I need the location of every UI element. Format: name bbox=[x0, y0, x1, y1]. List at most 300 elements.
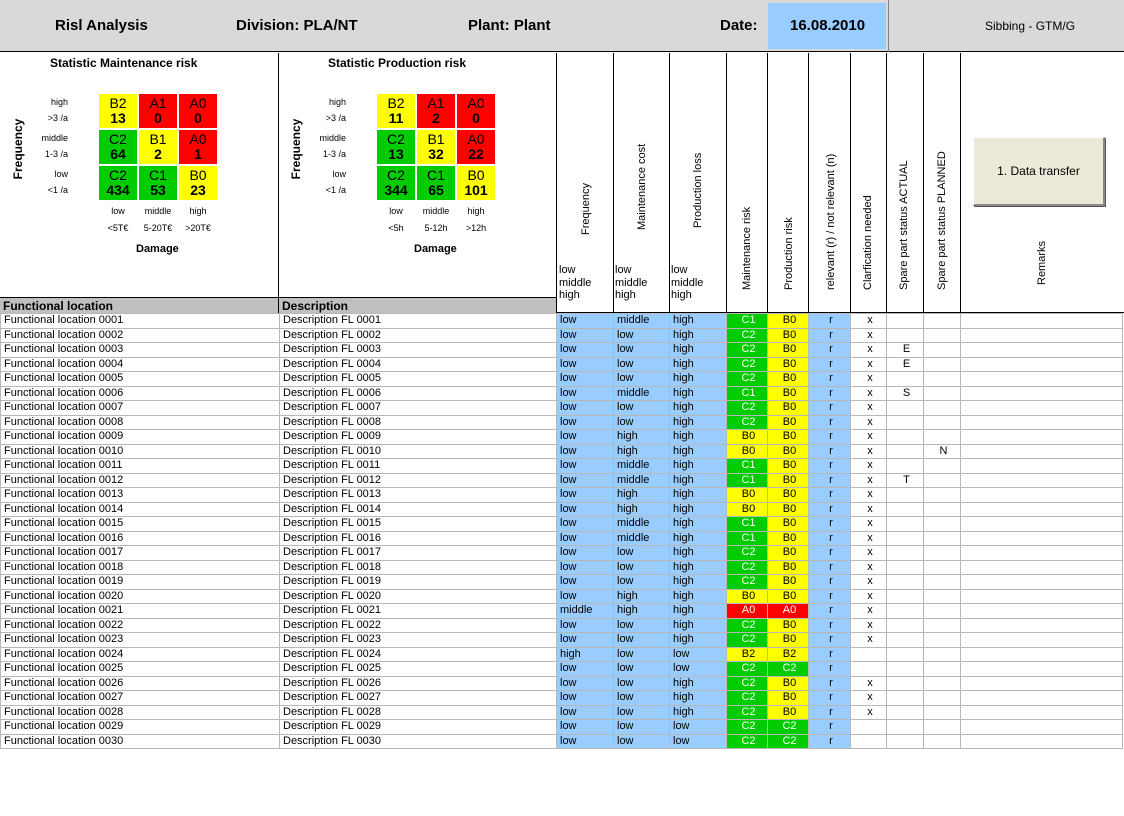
maintenance-risk-cell[interactable]: C2 bbox=[727, 328, 768, 343]
remarks-cell[interactable] bbox=[961, 676, 1123, 691]
maintenance-risk-cell[interactable]: C1 bbox=[727, 314, 768, 329]
production-risk-cell[interactable]: B0 bbox=[768, 386, 809, 401]
frequency-cell[interactable]: low bbox=[557, 691, 614, 706]
relevant-cell[interactable]: r bbox=[809, 720, 851, 735]
functional-location-cell[interactable]: Functional location 0019 bbox=[1, 575, 280, 590]
table-row[interactable] bbox=[1, 517, 1123, 532]
maintenance-cost-cell[interactable]: low bbox=[614, 691, 670, 706]
production-risk-cell[interactable]: B0 bbox=[768, 357, 809, 372]
clarification-cell[interactable]: x bbox=[851, 531, 887, 546]
maintenance-risk-cell[interactable]: B0 bbox=[727, 502, 768, 517]
spare-actual-cell[interactable] bbox=[887, 415, 924, 430]
spare-planned-cell[interactable] bbox=[924, 589, 961, 604]
frequency-cell[interactable]: low bbox=[557, 618, 614, 633]
production-risk-cell[interactable]: A0 bbox=[768, 604, 809, 619]
maintenance-cost-cell[interactable]: low bbox=[614, 328, 670, 343]
table-row[interactable] bbox=[1, 444, 1123, 459]
description-cell[interactable]: Description FL 0016 bbox=[280, 531, 557, 546]
remarks-cell[interactable] bbox=[961, 372, 1123, 387]
clarification-cell[interactable]: x bbox=[851, 517, 887, 532]
remarks-cell[interactable] bbox=[961, 328, 1123, 343]
maintenance-cost-cell[interactable]: low bbox=[614, 633, 670, 648]
spare-actual-cell[interactable] bbox=[887, 488, 924, 503]
remarks-cell[interactable] bbox=[961, 459, 1123, 474]
spare-actual-cell[interactable]: S bbox=[887, 386, 924, 401]
relevant-cell[interactable]: r bbox=[809, 705, 851, 720]
table-row[interactable] bbox=[1, 691, 1123, 706]
relevant-cell[interactable]: r bbox=[809, 372, 851, 387]
maintenance-cost-cell[interactable]: low bbox=[614, 401, 670, 416]
frequency-cell[interactable]: low bbox=[557, 343, 614, 358]
spare-planned-cell[interactable] bbox=[924, 647, 961, 662]
relevant-cell[interactable]: r bbox=[809, 589, 851, 604]
spare-actual-cell[interactable]: T bbox=[887, 473, 924, 488]
maintenance-risk-cell[interactable]: C1 bbox=[727, 459, 768, 474]
maintenance-risk-cell[interactable]: C1 bbox=[727, 517, 768, 532]
maintenance-cost-cell[interactable]: low bbox=[614, 415, 670, 430]
maintenance-risk-cell[interactable]: C1 bbox=[727, 473, 768, 488]
functional-location-cell[interactable]: Functional location 0028 bbox=[1, 705, 280, 720]
spare-planned-cell[interactable] bbox=[924, 618, 961, 633]
frequency-cell[interactable]: low bbox=[557, 502, 614, 517]
clarification-cell[interactable]: x bbox=[851, 444, 887, 459]
relevant-cell[interactable]: r bbox=[809, 401, 851, 416]
production-risk-cell[interactable]: B0 bbox=[768, 488, 809, 503]
description-cell[interactable]: Description FL 0028 bbox=[280, 705, 557, 720]
spare-actual-cell[interactable] bbox=[887, 502, 924, 517]
functional-location-cell[interactable]: Functional location 0029 bbox=[1, 720, 280, 735]
spare-actual-cell[interactable] bbox=[887, 662, 924, 677]
functional-location-cell[interactable]: Functional location 0001 bbox=[1, 314, 280, 329]
functional-location-cell[interactable]: Functional location 0011 bbox=[1, 459, 280, 474]
remarks-cell[interactable] bbox=[961, 502, 1123, 517]
production-loss-cell[interactable]: high bbox=[670, 372, 727, 387]
table-row[interactable] bbox=[1, 575, 1123, 590]
remarks-cell[interactable] bbox=[961, 604, 1123, 619]
functional-location-cell[interactable]: Functional location 0012 bbox=[1, 473, 280, 488]
frequency-cell[interactable]: low bbox=[557, 328, 614, 343]
production-loss-cell[interactable]: high bbox=[670, 343, 727, 358]
description-cell[interactable]: Description FL 0002 bbox=[280, 328, 557, 343]
description-cell[interactable]: Description FL 0027 bbox=[280, 691, 557, 706]
description-cell[interactable]: Description FL 0004 bbox=[280, 357, 557, 372]
table-row[interactable] bbox=[1, 647, 1123, 662]
clarification-cell[interactable]: x bbox=[851, 459, 887, 474]
remarks-cell[interactable] bbox=[961, 618, 1123, 633]
frequency-cell[interactable]: low bbox=[557, 473, 614, 488]
maintenance-cost-cell[interactable]: low bbox=[614, 676, 670, 691]
remarks-cell[interactable] bbox=[961, 386, 1123, 401]
table-row[interactable] bbox=[1, 314, 1123, 329]
description-cell[interactable]: Description FL 0026 bbox=[280, 676, 557, 691]
spare-planned-cell[interactable] bbox=[924, 430, 961, 445]
production-risk-cell[interactable]: B0 bbox=[768, 676, 809, 691]
description-cell[interactable]: Description FL 0001 bbox=[280, 314, 557, 329]
spare-actual-cell[interactable] bbox=[887, 430, 924, 445]
description-cell[interactable]: Description FL 0007 bbox=[280, 401, 557, 416]
functional-location-cell[interactable]: Functional location 0015 bbox=[1, 517, 280, 532]
spare-planned-cell[interactable] bbox=[924, 604, 961, 619]
spare-actual-cell[interactable] bbox=[887, 734, 924, 749]
maintenance-cost-cell[interactable]: low bbox=[614, 372, 670, 387]
frequency-cell[interactable]: middle bbox=[557, 604, 614, 619]
spare-planned-cell[interactable] bbox=[924, 357, 961, 372]
production-loss-cell[interactable]: low bbox=[670, 720, 727, 735]
table-row[interactable] bbox=[1, 372, 1123, 387]
clarification-cell[interactable]: x bbox=[851, 328, 887, 343]
relevant-cell[interactable]: r bbox=[809, 647, 851, 662]
functional-location-cell[interactable]: Functional location 0003 bbox=[1, 343, 280, 358]
maintenance-risk-cell[interactable]: A0 bbox=[727, 604, 768, 619]
spare-planned-cell[interactable] bbox=[924, 314, 961, 329]
production-risk-cell[interactable]: B0 bbox=[768, 560, 809, 575]
maintenance-cost-cell[interactable]: high bbox=[614, 589, 670, 604]
spare-planned-cell[interactable] bbox=[924, 734, 961, 749]
spare-planned-cell[interactable] bbox=[924, 560, 961, 575]
production-risk-cell[interactable]: B0 bbox=[768, 415, 809, 430]
clarification-cell[interactable]: x bbox=[851, 676, 887, 691]
maintenance-risk-cell[interactable]: B0 bbox=[727, 444, 768, 459]
spare-actual-cell[interactable] bbox=[887, 372, 924, 387]
production-loss-cell[interactable]: high bbox=[670, 531, 727, 546]
clarification-cell[interactable]: x bbox=[851, 401, 887, 416]
table-row[interactable] bbox=[1, 473, 1123, 488]
spare-actual-cell[interactable] bbox=[887, 633, 924, 648]
functional-location-cell[interactable]: Functional location 0020 bbox=[1, 589, 280, 604]
table-row[interactable] bbox=[1, 386, 1123, 401]
maintenance-cost-cell[interactable]: middle bbox=[614, 314, 670, 329]
description-cell[interactable]: Description FL 0003 bbox=[280, 343, 557, 358]
clarification-cell[interactable]: x bbox=[851, 314, 887, 329]
remarks-cell[interactable] bbox=[961, 575, 1123, 590]
frequency-cell[interactable]: low bbox=[557, 705, 614, 720]
production-loss-cell[interactable]: high bbox=[670, 415, 727, 430]
table-row[interactable] bbox=[1, 676, 1123, 691]
spare-actual-cell[interactable] bbox=[887, 314, 924, 329]
description-cell[interactable]: Description FL 0018 bbox=[280, 560, 557, 575]
clarification-cell[interactable]: x bbox=[851, 604, 887, 619]
maintenance-risk-cell[interactable]: B0 bbox=[727, 488, 768, 503]
spare-planned-cell[interactable] bbox=[924, 343, 961, 358]
frequency-cell[interactable]: low bbox=[557, 560, 614, 575]
spare-actual-cell[interactable] bbox=[887, 560, 924, 575]
clarification-cell[interactable]: x bbox=[851, 618, 887, 633]
maintenance-cost-cell[interactable]: low bbox=[614, 560, 670, 575]
description-cell[interactable]: Description FL 0013 bbox=[280, 488, 557, 503]
clarification-cell[interactable]: x bbox=[851, 705, 887, 720]
spare-planned-cell[interactable] bbox=[924, 633, 961, 648]
spare-planned-cell[interactable] bbox=[924, 415, 961, 430]
description-cell[interactable]: Description FL 0015 bbox=[280, 517, 557, 532]
production-loss-cell[interactable]: high bbox=[670, 357, 727, 372]
functional-location-cell[interactable]: Functional location 0010 bbox=[1, 444, 280, 459]
clarification-cell[interactable]: x bbox=[851, 473, 887, 488]
frequency-cell[interactable]: low bbox=[557, 372, 614, 387]
spare-actual-cell[interactable] bbox=[887, 546, 924, 561]
table-row[interactable] bbox=[1, 705, 1123, 720]
production-risk-cell[interactable]: B0 bbox=[768, 633, 809, 648]
spare-planned-cell[interactable] bbox=[924, 473, 961, 488]
maintenance-risk-cell[interactable]: C1 bbox=[727, 386, 768, 401]
maintenance-cost-cell[interactable]: middle bbox=[614, 386, 670, 401]
maintenance-cost-cell[interactable]: low bbox=[614, 575, 670, 590]
table-row[interactable] bbox=[1, 618, 1123, 633]
spare-planned-cell[interactable] bbox=[924, 372, 961, 387]
maintenance-risk-cell[interactable]: B0 bbox=[727, 589, 768, 604]
relevant-cell[interactable]: r bbox=[809, 676, 851, 691]
frequency-cell[interactable]: low bbox=[557, 734, 614, 749]
production-loss-cell[interactable]: high bbox=[670, 691, 727, 706]
table-row[interactable] bbox=[1, 633, 1123, 648]
functional-location-cell[interactable]: Functional location 0008 bbox=[1, 415, 280, 430]
spare-planned-cell[interactable] bbox=[924, 488, 961, 503]
table-row[interactable] bbox=[1, 502, 1123, 517]
clarification-cell[interactable]: x bbox=[851, 691, 887, 706]
table-row[interactable] bbox=[1, 459, 1123, 474]
production-risk-cell[interactable]: B0 bbox=[768, 618, 809, 633]
description-cell[interactable]: Description FL 0020 bbox=[280, 589, 557, 604]
frequency-cell[interactable]: high bbox=[557, 647, 614, 662]
functional-location-cell[interactable]: Functional location 0022 bbox=[1, 618, 280, 633]
spare-actual-cell[interactable] bbox=[887, 604, 924, 619]
frequency-cell[interactable]: low bbox=[557, 575, 614, 590]
frequency-cell[interactable]: low bbox=[557, 444, 614, 459]
functional-location-cell[interactable]: Functional location 0026 bbox=[1, 676, 280, 691]
description-cell[interactable]: Description FL 0025 bbox=[280, 662, 557, 677]
remarks-cell[interactable] bbox=[961, 415, 1123, 430]
relevant-cell[interactable]: r bbox=[809, 662, 851, 677]
remarks-cell[interactable] bbox=[961, 357, 1123, 372]
spare-actual-cell[interactable] bbox=[887, 328, 924, 343]
clarification-cell[interactable]: x bbox=[851, 343, 887, 358]
spare-planned-cell[interactable] bbox=[924, 386, 961, 401]
relevant-cell[interactable]: r bbox=[809, 502, 851, 517]
clarification-cell[interactable] bbox=[851, 720, 887, 735]
description-cell[interactable]: Description FL 0017 bbox=[280, 546, 557, 561]
production-risk-cell[interactable]: B0 bbox=[768, 328, 809, 343]
production-loss-cell[interactable]: high bbox=[670, 633, 727, 648]
remarks-cell[interactable] bbox=[961, 633, 1123, 648]
spare-planned-cell[interactable] bbox=[924, 691, 961, 706]
functional-location-cell[interactable]: Functional location 0021 bbox=[1, 604, 280, 619]
frequency-cell[interactable]: low bbox=[557, 676, 614, 691]
table-row[interactable] bbox=[1, 488, 1123, 503]
frequency-cell[interactable]: low bbox=[557, 386, 614, 401]
clarification-cell[interactable]: x bbox=[851, 633, 887, 648]
remarks-cell[interactable] bbox=[961, 488, 1123, 503]
table-row[interactable] bbox=[1, 357, 1123, 372]
production-risk-cell[interactable]: C2 bbox=[768, 720, 809, 735]
maintenance-cost-cell[interactable]: high bbox=[614, 488, 670, 503]
spare-planned-cell[interactable] bbox=[924, 502, 961, 517]
maintenance-risk-cell[interactable]: C2 bbox=[727, 720, 768, 735]
relevant-cell[interactable]: r bbox=[809, 575, 851, 590]
description-cell[interactable]: Description FL 0030 bbox=[280, 734, 557, 749]
relevant-cell[interactable]: r bbox=[809, 314, 851, 329]
production-risk-cell[interactable]: B0 bbox=[768, 314, 809, 329]
clarification-cell[interactable]: x bbox=[851, 415, 887, 430]
maintenance-risk-cell[interactable]: C2 bbox=[727, 560, 768, 575]
relevant-cell[interactable]: r bbox=[809, 343, 851, 358]
frequency-cell[interactable]: low bbox=[557, 401, 614, 416]
description-cell[interactable]: Description FL 0006 bbox=[280, 386, 557, 401]
remarks-cell[interactable] bbox=[961, 343, 1123, 358]
production-risk-cell[interactable]: B0 bbox=[768, 575, 809, 590]
table-row[interactable] bbox=[1, 662, 1123, 677]
frequency-cell[interactable]: low bbox=[557, 531, 614, 546]
clarification-cell[interactable]: x bbox=[851, 546, 887, 561]
relevant-cell[interactable]: r bbox=[809, 618, 851, 633]
description-cell[interactable]: Description FL 0019 bbox=[280, 575, 557, 590]
spare-planned-cell[interactable] bbox=[924, 676, 961, 691]
production-loss-cell[interactable]: high bbox=[670, 604, 727, 619]
clarification-cell[interactable]: x bbox=[851, 386, 887, 401]
table-row[interactable] bbox=[1, 430, 1123, 445]
production-risk-cell[interactable]: B0 bbox=[768, 473, 809, 488]
functional-location-cell[interactable]: Functional location 0007 bbox=[1, 401, 280, 416]
production-risk-cell[interactable]: B0 bbox=[768, 372, 809, 387]
spare-actual-cell[interactable] bbox=[887, 575, 924, 590]
maintenance-cost-cell[interactable]: low bbox=[614, 357, 670, 372]
table-row[interactable] bbox=[1, 589, 1123, 604]
functional-location-cell[interactable]: Functional location 0005 bbox=[1, 372, 280, 387]
production-loss-cell[interactable]: high bbox=[670, 488, 727, 503]
relevant-cell[interactable]: r bbox=[809, 517, 851, 532]
production-risk-cell[interactable]: B0 bbox=[768, 502, 809, 517]
maintenance-risk-cell[interactable]: C2 bbox=[727, 662, 768, 677]
maintenance-risk-cell[interactable]: C2 bbox=[727, 575, 768, 590]
frequency-cell[interactable]: low bbox=[557, 459, 614, 474]
remarks-cell[interactable] bbox=[961, 647, 1123, 662]
maintenance-cost-cell[interactable]: low bbox=[614, 647, 670, 662]
relevant-cell[interactable]: r bbox=[809, 444, 851, 459]
data-transfer-button[interactable] bbox=[973, 137, 1105, 206]
table-row[interactable] bbox=[1, 604, 1123, 619]
remarks-cell[interactable] bbox=[961, 734, 1123, 749]
production-loss-cell[interactable]: high bbox=[670, 618, 727, 633]
description-cell[interactable]: Description FL 0022 bbox=[280, 618, 557, 633]
remarks-cell[interactable] bbox=[961, 401, 1123, 416]
production-risk-cell[interactable]: B0 bbox=[768, 343, 809, 358]
description-cell[interactable]: Description FL 0024 bbox=[280, 647, 557, 662]
functional-location-cell[interactable]: Functional location 0006 bbox=[1, 386, 280, 401]
functional-location-cell[interactable]: Functional location 0018 bbox=[1, 560, 280, 575]
description-cell[interactable]: Description FL 0021 bbox=[280, 604, 557, 619]
description-cell[interactable]: Description FL 0009 bbox=[280, 430, 557, 445]
spare-actual-cell[interactable]: E bbox=[887, 357, 924, 372]
production-risk-cell[interactable]: B0 bbox=[768, 444, 809, 459]
remarks-cell[interactable] bbox=[961, 720, 1123, 735]
production-loss-cell[interactable]: high bbox=[670, 546, 727, 561]
clarification-cell[interactable] bbox=[851, 662, 887, 677]
remarks-cell[interactable] bbox=[961, 546, 1123, 561]
maintenance-cost-cell[interactable]: middle bbox=[614, 531, 670, 546]
spare-actual-cell[interactable] bbox=[887, 720, 924, 735]
maintenance-cost-cell[interactable]: high bbox=[614, 604, 670, 619]
maintenance-risk-cell[interactable]: C2 bbox=[727, 676, 768, 691]
production-loss-cell[interactable]: high bbox=[670, 676, 727, 691]
clarification-cell[interactable]: x bbox=[851, 560, 887, 575]
functional-location-cell[interactable]: Functional location 0027 bbox=[1, 691, 280, 706]
table-row[interactable] bbox=[1, 328, 1123, 343]
maintenance-risk-cell[interactable]: B2 bbox=[727, 647, 768, 662]
maintenance-risk-cell[interactable]: C2 bbox=[727, 705, 768, 720]
table-row[interactable] bbox=[1, 401, 1123, 416]
production-loss-cell[interactable]: high bbox=[670, 401, 727, 416]
frequency-cell[interactable]: low bbox=[557, 517, 614, 532]
production-loss-cell[interactable]: high bbox=[670, 502, 727, 517]
relevant-cell[interactable]: r bbox=[809, 531, 851, 546]
production-loss-cell[interactable]: high bbox=[670, 473, 727, 488]
frequency-cell[interactable]: low bbox=[557, 488, 614, 503]
relevant-cell[interactable]: r bbox=[809, 328, 851, 343]
maintenance-risk-cell[interactable]: C2 bbox=[727, 415, 768, 430]
remarks-cell[interactable] bbox=[961, 531, 1123, 546]
spare-planned-cell[interactable] bbox=[924, 662, 961, 677]
table-row[interactable] bbox=[1, 734, 1123, 749]
table-row[interactable] bbox=[1, 531, 1123, 546]
spare-actual-cell[interactable] bbox=[887, 589, 924, 604]
clarification-cell[interactable]: x bbox=[851, 589, 887, 604]
relevant-cell[interactable]: r bbox=[809, 560, 851, 575]
clarification-cell[interactable]: x bbox=[851, 488, 887, 503]
frequency-cell[interactable]: low bbox=[557, 546, 614, 561]
maintenance-risk-cell[interactable]: C2 bbox=[727, 546, 768, 561]
maintenance-risk-cell[interactable]: B0 bbox=[727, 430, 768, 445]
frequency-cell[interactable]: low bbox=[557, 314, 614, 329]
production-loss-cell[interactable]: low bbox=[670, 647, 727, 662]
production-loss-cell[interactable]: high bbox=[670, 560, 727, 575]
relevant-cell[interactable]: r bbox=[809, 633, 851, 648]
production-loss-cell[interactable]: high bbox=[670, 575, 727, 590]
production-risk-cell[interactable]: B0 bbox=[768, 691, 809, 706]
functional-location-cell[interactable]: Functional location 0014 bbox=[1, 502, 280, 517]
maintenance-cost-cell[interactable]: high bbox=[614, 444, 670, 459]
production-loss-cell[interactable]: high bbox=[670, 430, 727, 445]
functional-location-cell[interactable]: Functional location 0016 bbox=[1, 531, 280, 546]
maintenance-cost-cell[interactable]: low bbox=[614, 618, 670, 633]
production-loss-cell[interactable]: high bbox=[670, 328, 727, 343]
spare-actual-cell[interactable] bbox=[887, 691, 924, 706]
production-risk-cell[interactable]: B0 bbox=[768, 401, 809, 416]
production-loss-cell[interactable]: high bbox=[670, 314, 727, 329]
spare-actual-cell[interactable]: E bbox=[887, 343, 924, 358]
spare-actual-cell[interactable] bbox=[887, 401, 924, 416]
production-loss-cell[interactable]: low bbox=[670, 734, 727, 749]
table-row[interactable] bbox=[1, 720, 1123, 735]
maintenance-risk-cell[interactable]: C2 bbox=[727, 633, 768, 648]
description-cell[interactable]: Description FL 0010 bbox=[280, 444, 557, 459]
production-risk-cell[interactable]: C2 bbox=[768, 662, 809, 677]
clarification-cell[interactable] bbox=[851, 734, 887, 749]
relevant-cell[interactable]: r bbox=[809, 488, 851, 503]
maintenance-cost-cell[interactable]: low bbox=[614, 662, 670, 677]
maintenance-risk-cell[interactable]: C1 bbox=[727, 531, 768, 546]
spare-actual-cell[interactable] bbox=[887, 459, 924, 474]
functional-location-cell[interactable]: Functional location 0023 bbox=[1, 633, 280, 648]
spare-actual-cell[interactable] bbox=[887, 531, 924, 546]
production-loss-cell[interactable]: low bbox=[670, 662, 727, 677]
frequency-cell[interactable]: low bbox=[557, 720, 614, 735]
production-risk-cell[interactable]: B0 bbox=[768, 517, 809, 532]
maintenance-cost-cell[interactable]: middle bbox=[614, 517, 670, 532]
relevant-cell[interactable]: r bbox=[809, 691, 851, 706]
spare-planned-cell[interactable]: N bbox=[924, 444, 961, 459]
relevant-cell[interactable]: r bbox=[809, 430, 851, 445]
table-row[interactable] bbox=[1, 343, 1123, 358]
clarification-cell[interactable]: x bbox=[851, 430, 887, 445]
remarks-cell[interactable] bbox=[961, 662, 1123, 677]
